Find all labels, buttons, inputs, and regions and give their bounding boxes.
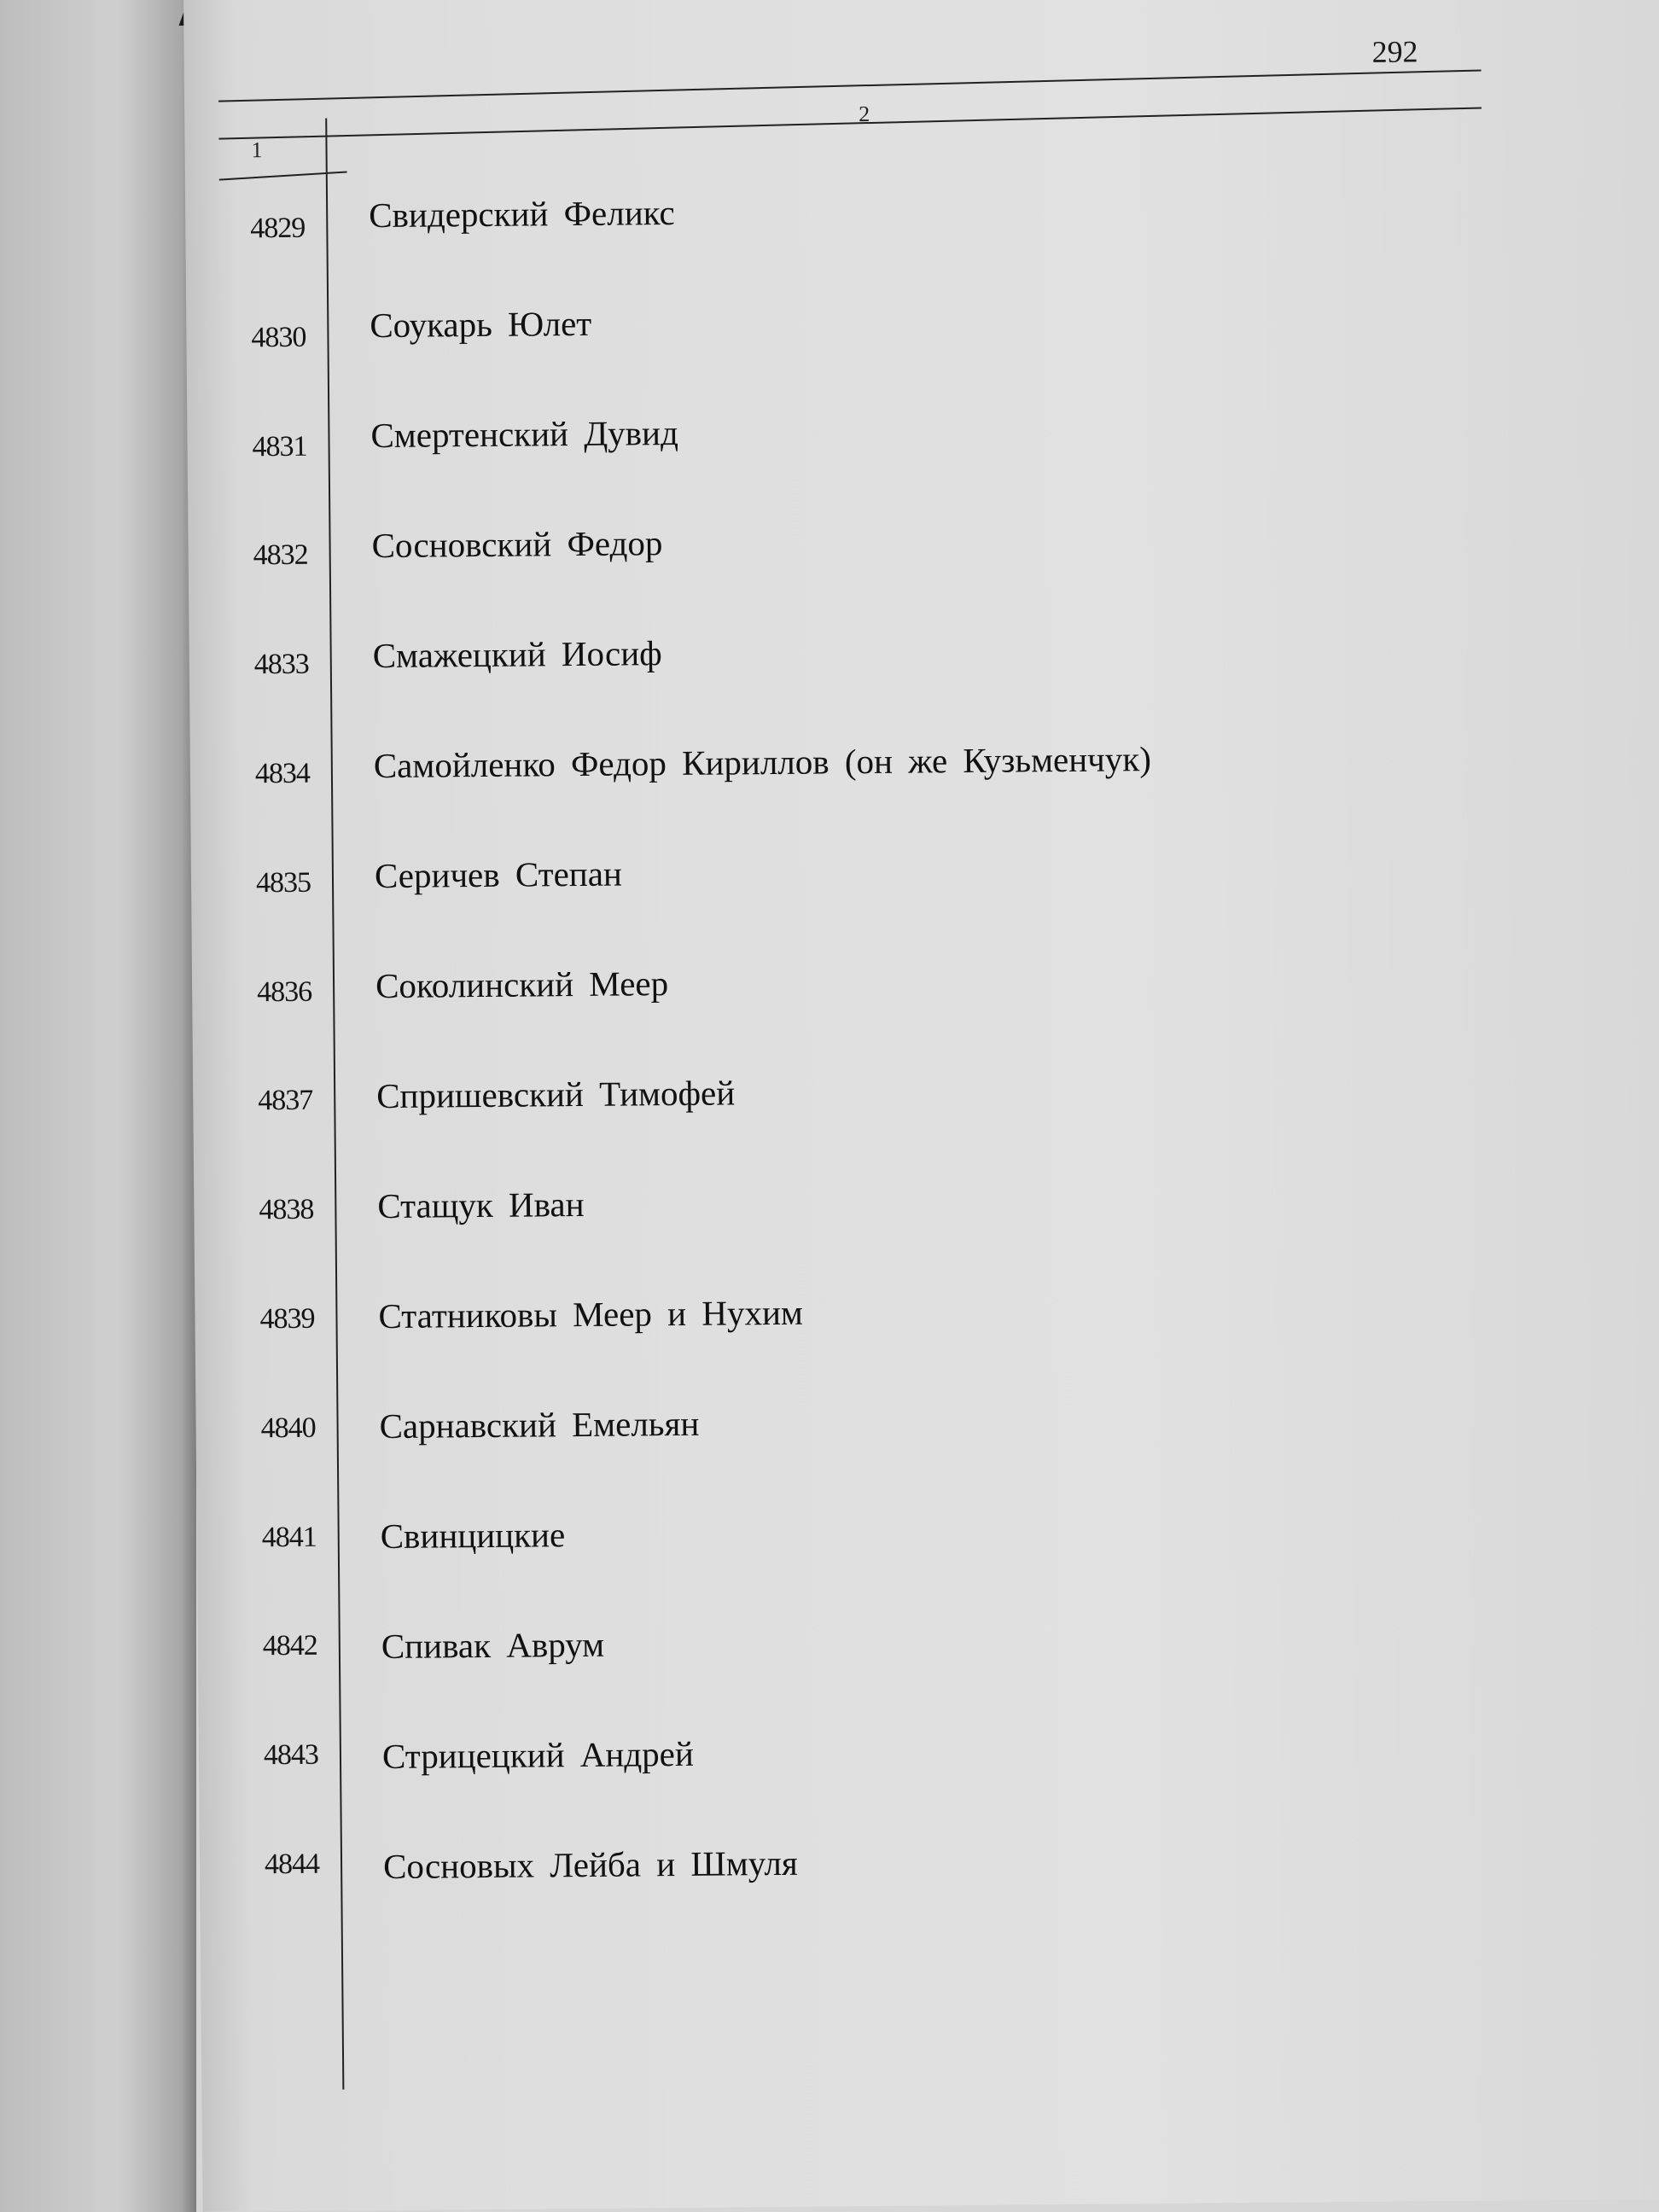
record-name: Соукарь Юлет: [370, 303, 592, 346]
record-name: Смертенский Дувид: [370, 412, 679, 456]
record-number: 4842: [262, 1630, 317, 1662]
record-name: Свинцицкие: [380, 1515, 566, 1557]
table-row: [195, 1395, 1561, 1458]
table-row: [188, 515, 1553, 578]
table-row: [186, 294, 1551, 358]
record-number: 4831: [252, 430, 307, 463]
record-number: 4832: [253, 539, 308, 572]
table-row: [200, 1836, 1565, 1899]
record-number: 4841: [261, 1521, 317, 1553]
record-number: 4844: [264, 1848, 320, 1881]
record-name: Спришевский Тимофей: [376, 1073, 736, 1116]
record-number: 4843: [263, 1738, 319, 1772]
table-row: [195, 1285, 1560, 1348]
table-header-rule: [218, 107, 1481, 139]
record-number: 4839: [259, 1302, 315, 1336]
table-row: [192, 955, 1557, 1018]
record-number: 4833: [253, 648, 309, 681]
record-name: Самойленко Федор Кириллов (он же Кузьменчук): [373, 739, 1152, 786]
record-number: 4840: [260, 1412, 316, 1445]
record-number: 4838: [259, 1193, 314, 1226]
record-name: Сосновский Федор: [371, 523, 663, 566]
page-number: 292: [1371, 34, 1418, 69]
col1-header-rule: [219, 171, 347, 180]
facing-page-edge: [0, 0, 196, 2212]
record-number: 4834: [254, 757, 311, 790]
table-row: [189, 625, 1555, 688]
table-row: [191, 845, 1557, 908]
record-number: 4836: [256, 975, 312, 1008]
record-name: Соколинский Меер: [375, 963, 669, 1006]
record-name: Смажецкий Иосиф: [372, 633, 662, 676]
table-row: [185, 184, 1551, 247]
record-number: 4837: [258, 1085, 313, 1117]
record-number: 4829: [250, 212, 306, 245]
record-name: Стащук Иван: [377, 1184, 585, 1226]
document-page: [183, 0, 1659, 2212]
record-number: 4835: [255, 866, 311, 899]
record-name: Свидерский Феликс: [369, 192, 675, 236]
record-name: Серичев Степан: [374, 853, 623, 896]
record-number: 4830: [251, 321, 306, 354]
table-row: [194, 1175, 1559, 1238]
record-name: Стрицецкий Андрей: [381, 1733, 695, 1777]
table-row: [193, 1065, 1558, 1128]
column-header-1: 1: [251, 137, 263, 163]
record-name: Статниковы Меер и Нухим: [378, 1292, 804, 1336]
table-row: [197, 1505, 1563, 1569]
table-row: [190, 735, 1556, 798]
table-row: [198, 1615, 1563, 1679]
record-name: Сосновых Лейба и Шмуля: [382, 1842, 798, 1887]
record-name: Сарнавский Емельян: [379, 1403, 700, 1447]
table-row: [199, 1726, 1564, 1789]
column-header-2: 2: [859, 101, 870, 127]
record-name: Спивак Аврум: [381, 1624, 605, 1667]
table-top-rule: [218, 69, 1481, 102]
table-row: [187, 405, 1552, 468]
